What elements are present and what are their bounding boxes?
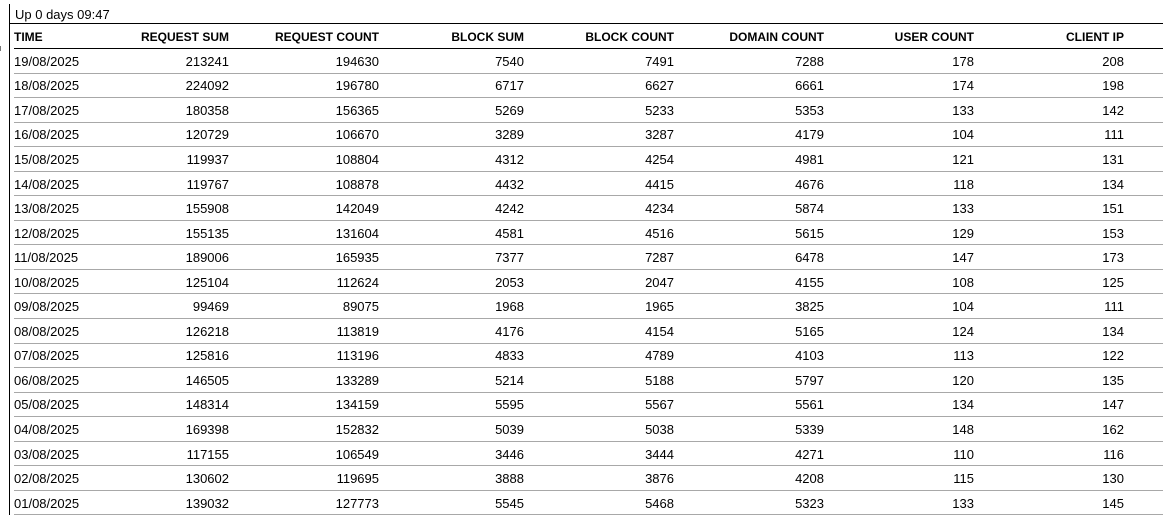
cell-time: 19/08/2025 — [14, 53, 80, 69]
cell-domain-count: 4981 — [795, 151, 824, 167]
cell-block-sum: 2053 — [495, 274, 524, 290]
table-row — [14, 466, 1163, 491]
cell-user-count: 133 — [952, 201, 974, 217]
stats-panel — [9, 4, 1163, 515]
cell-request-sum: 155908 — [185, 201, 229, 217]
table-row — [14, 417, 1163, 442]
uptime-label: Up 0 days 09:47 — [15, 7, 110, 22]
cell-domain-count: 4179 — [795, 127, 824, 143]
cell-block-count: 5188 — [645, 372, 674, 388]
cell-block-count: 7491 — [645, 53, 674, 69]
table-row — [14, 442, 1163, 467]
cell-client-ip: 208 — [1102, 53, 1124, 69]
cell-client-ip: 134 — [1102, 176, 1124, 192]
cell-request-sum: 155135 — [185, 225, 229, 241]
cell-request-count: 165935 — [335, 250, 379, 266]
cell-client-ip: 142 — [1102, 102, 1124, 118]
cell-block-count: 2047 — [645, 274, 674, 290]
column-header-request-sum: REQUEST SUM — [140, 30, 229, 44]
cell-user-count: 147 — [952, 250, 974, 266]
cell-domain-count: 7288 — [795, 53, 824, 69]
cell-user-count: 174 — [952, 78, 974, 94]
table-header-row — [14, 24, 1163, 49]
cell-domain-count: 4155 — [795, 274, 824, 290]
cell-request-sum: 130602 — [185, 471, 229, 487]
cell-domain-count: 6478 — [795, 250, 824, 266]
cell-time: 11/08/2025 — [14, 250, 79, 266]
cell-block-count: 4516 — [645, 225, 674, 241]
cell-time: 02/08/2025 — [14, 471, 80, 487]
column-header-domain-count: DOMAIN COUNT — [729, 30, 824, 44]
cell-request-count: 108804 — [335, 151, 379, 167]
cell-request-sum: 125816 — [185, 348, 229, 364]
cell-block-sum: 4833 — [495, 348, 524, 364]
cell-domain-count: 5797 — [795, 372, 824, 388]
cell-domain-count: 5353 — [795, 102, 824, 118]
cell-block-count: 6627 — [645, 78, 674, 94]
cell-block-sum: 3289 — [495, 127, 524, 143]
cell-domain-count: 6661 — [795, 78, 824, 94]
cell-block-sum: 5039 — [495, 421, 524, 437]
table-row — [14, 172, 1163, 197]
table-row — [14, 245, 1163, 270]
table-row — [14, 294, 1163, 319]
cell-time: 16/08/2025 — [14, 127, 80, 143]
cell-request-count: 113819 — [336, 323, 379, 339]
cell-time: 05/08/2025 — [14, 397, 80, 413]
cell-block-sum: 4581 — [495, 225, 524, 241]
cell-client-ip: 153 — [1102, 225, 1124, 241]
table-row — [14, 98, 1163, 123]
cell-time: 14/08/2025 — [14, 176, 80, 192]
window-edge-mark — [0, 46, 3, 51]
cell-time: 08/08/2025 — [14, 323, 80, 339]
cell-request-count: 156365 — [335, 102, 379, 118]
cell-client-ip: 111 — [1104, 127, 1124, 143]
table-row — [14, 344, 1163, 369]
cell-request-sum: 148314 — [185, 397, 229, 413]
cell-client-ip: 116 — [1103, 446, 1124, 462]
table-row — [14, 491, 1163, 515]
column-header-request-count: REQUEST COUNT — [274, 30, 379, 44]
cell-client-ip: 111 — [1104, 299, 1124, 315]
cell-time: 09/08/2025 — [14, 299, 80, 315]
cell-time: 04/08/2025 — [14, 421, 80, 437]
cell-request-sum: 180358 — [185, 102, 229, 118]
cell-block-sum: 5545 — [495, 495, 524, 511]
cell-client-ip: 173 — [1102, 250, 1124, 266]
cell-request-sum: 126218 — [185, 323, 229, 339]
cell-client-ip: 122 — [1102, 348, 1124, 364]
cell-request-sum: 189006 — [185, 250, 229, 266]
column-header-block-sum: BLOCK SUM — [451, 30, 524, 44]
cell-client-ip: 131 — [1102, 151, 1124, 167]
cell-request-count: 196780 — [335, 78, 379, 94]
cell-block-count: 5468 — [645, 495, 674, 511]
cell-domain-count: 4208 — [795, 471, 824, 487]
cell-block-count: 5567 — [645, 397, 674, 413]
cell-request-sum: 119937 — [186, 151, 229, 167]
cell-block-count: 3876 — [645, 471, 674, 487]
cell-client-ip: 162 — [1102, 421, 1124, 437]
cell-block-count: 4415 — [645, 176, 674, 192]
cell-user-count: 133 — [952, 102, 974, 118]
cell-block-count: 4154 — [645, 323, 674, 339]
cell-user-count: 129 — [952, 225, 974, 241]
cell-block-count: 3444 — [645, 446, 674, 462]
cell-time: 13/08/2025 — [14, 201, 80, 217]
cell-block-sum: 4176 — [495, 323, 524, 339]
cell-time: 18/08/2025 — [14, 78, 80, 94]
cell-block-count: 4234 — [645, 201, 674, 217]
cell-block-sum: 3888 — [495, 471, 524, 487]
cell-request-sum: 213241 — [185, 53, 229, 69]
column-header-block-count: BLOCK COUNT — [585, 30, 674, 44]
cell-user-count: 108 — [952, 274, 974, 290]
cell-request-sum: 99469 — [192, 299, 229, 315]
cell-request-count: 119695 — [336, 471, 379, 487]
cell-user-count: 121 — [952, 151, 974, 167]
cell-domain-count: 5165 — [795, 323, 824, 339]
cell-request-sum: 139032 — [185, 495, 229, 511]
cell-user-count: 118 — [953, 176, 974, 192]
cell-block-count: 5038 — [645, 421, 674, 437]
cell-request-count: 127773 — [335, 495, 379, 511]
cell-domain-count: 5874 — [795, 201, 824, 217]
cell-request-count: 133289 — [335, 372, 379, 388]
cell-time: 03/08/2025 — [14, 446, 80, 462]
cell-time: 01/08/2025 — [14, 495, 80, 511]
table-row — [14, 368, 1163, 393]
table-row — [14, 319, 1163, 344]
cell-request-count: 106549 — [335, 446, 379, 462]
cell-block-count: 4254 — [645, 151, 674, 167]
table-row — [14, 196, 1163, 221]
column-header-user-count: USER COUNT — [894, 30, 974, 44]
cell-client-ip: 145 — [1102, 495, 1124, 511]
cell-block-count: 4789 — [645, 348, 674, 364]
cell-request-count: 112624 — [336, 274, 379, 290]
cell-block-sum: 4242 — [495, 201, 524, 217]
cell-client-ip: 134 — [1102, 323, 1124, 339]
column-header-client-ip: CLIENT IP — [1065, 30, 1124, 44]
cell-client-ip: 151 — [1102, 201, 1124, 217]
table-row — [14, 74, 1163, 99]
cell-user-count: 110 — [953, 446, 974, 462]
cell-domain-count: 4103 — [795, 348, 824, 364]
cell-user-count: 133 — [952, 495, 974, 511]
cell-block-sum: 7540 — [495, 53, 524, 69]
cell-time: 12/08/2025 — [14, 225, 80, 241]
cell-request-count: 152832 — [335, 421, 379, 437]
cell-block-sum: 5269 — [495, 102, 524, 118]
cell-user-count: 148 — [952, 421, 974, 437]
table-row — [14, 393, 1163, 418]
cell-user-count: 124 — [952, 323, 974, 339]
cell-domain-count: 5339 — [795, 421, 824, 437]
table-row — [14, 147, 1163, 172]
cell-domain-count: 4676 — [795, 176, 824, 192]
cell-domain-count: 5323 — [795, 495, 824, 511]
cell-block-count: 5233 — [645, 102, 674, 118]
cell-user-count: 113 — [953, 348, 974, 364]
cell-request-sum: 224092 — [185, 78, 229, 94]
cell-request-count: 89075 — [342, 299, 379, 315]
cell-block-sum: 6717 — [495, 78, 524, 94]
cell-request-count: 131604 — [335, 225, 379, 241]
cell-client-ip: 135 — [1102, 372, 1124, 388]
cell-domain-count: 3825 — [795, 299, 824, 315]
cell-block-count: 3287 — [645, 127, 674, 143]
cell-block-count: 7287 — [645, 250, 674, 266]
cell-request-sum: 117155 — [186, 446, 229, 462]
cell-user-count: 134 — [952, 397, 974, 413]
cell-user-count: 115 — [953, 471, 974, 487]
cell-request-sum: 120729 — [185, 127, 229, 143]
cell-block-sum: 4432 — [495, 176, 524, 192]
cell-user-count: 178 — [952, 53, 974, 69]
cell-request-count: 194630 — [335, 53, 379, 69]
cell-block-count: 1965 — [645, 299, 674, 315]
cell-client-ip: 198 — [1102, 78, 1124, 94]
cell-request-count: 108878 — [335, 176, 379, 192]
cell-domain-count: 5615 — [795, 225, 824, 241]
cell-client-ip: 130 — [1102, 471, 1124, 487]
cell-block-sum: 5595 — [495, 397, 524, 413]
cell-client-ip: 125 — [1102, 274, 1124, 290]
table-row — [14, 221, 1163, 246]
cell-domain-count: 5561 — [795, 397, 824, 413]
cell-request-sum: 146505 — [185, 372, 229, 388]
cell-user-count: 104 — [952, 299, 974, 315]
cell-request-sum: 125104 — [185, 274, 229, 290]
table-row — [14, 123, 1163, 148]
cell-request-count: 134159 — [335, 397, 379, 413]
cell-request-sum: 169398 — [185, 421, 229, 437]
column-header-time: TIME — [14, 30, 43, 44]
cell-request-count: 113196 — [336, 348, 379, 364]
stats-table — [14, 24, 1163, 515]
table-row — [14, 270, 1163, 295]
cell-block-sum: 7377 — [495, 250, 524, 266]
cell-block-sum: 3446 — [495, 446, 524, 462]
cell-block-sum: 1968 — [495, 299, 524, 315]
cell-time: 17/08/2025 — [14, 102, 80, 118]
cell-block-sum: 5214 — [495, 372, 524, 388]
table-row — [14, 49, 1163, 74]
cell-time: 06/08/2025 — [14, 372, 80, 388]
cell-request-count: 106670 — [335, 127, 379, 143]
cell-request-count: 142049 — [335, 201, 379, 217]
cell-time: 15/08/2025 — [14, 151, 80, 167]
cell-block-sum: 4312 — [495, 151, 524, 167]
cell-user-count: 120 — [952, 372, 974, 388]
cell-domain-count: 4271 — [795, 446, 824, 462]
cell-user-count: 104 — [952, 127, 974, 143]
cell-time: 10/08/2025 — [14, 274, 80, 290]
cell-client-ip: 147 — [1102, 397, 1124, 413]
cell-request-sum: 119767 — [186, 176, 229, 192]
cell-time: 07/08/2025 — [14, 348, 80, 364]
